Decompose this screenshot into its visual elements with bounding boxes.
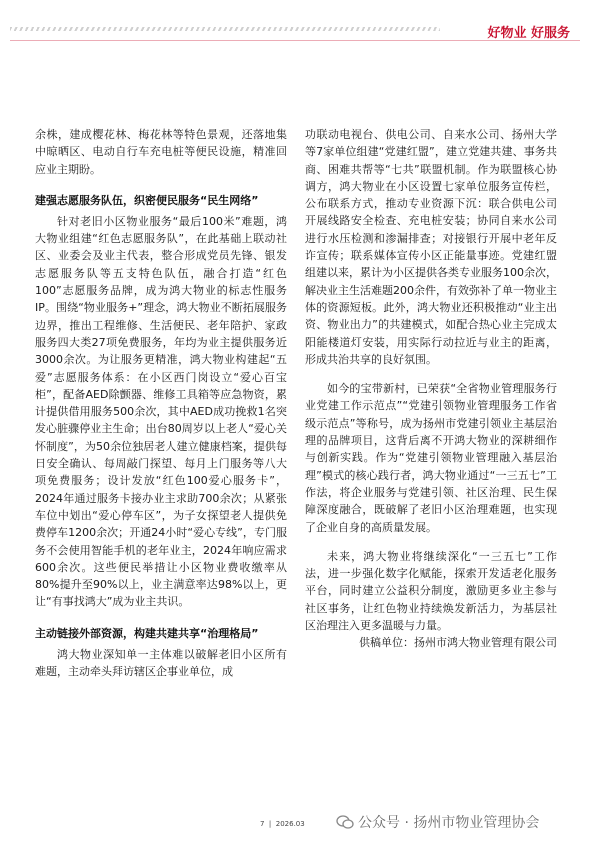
watermark-text: 公众号 · 扬州市物业管理协会 xyxy=(358,815,540,831)
footer-separator: | xyxy=(266,820,274,828)
header-brand: 好物业 好服务 xyxy=(487,26,570,41)
section-heading: 主动链接外部资源，构建共建共享“治理格局” xyxy=(35,626,259,640)
watermark xyxy=(336,812,539,832)
header-decoration xyxy=(10,27,440,31)
paragraph: 鸿大物业深知单一主体难以破解老旧小区所有难题，主动牵头拜访辖区企事业单位，成 xyxy=(35,647,287,679)
paragraph: 功联动电视台、供电公司、自来水公司、扬州大学等7家单位组建“党建红盟”，建立党建共建、事务共商、困难共帮等“七共”联盟机制。作为联盟核心协调方，鸿大物业在小区设置七家单位服务宣传栏，公布联系方式，推动专业资源下沉：联合供电公司开展线路安全检查、充电桩安装；协同自来水公司进行水压检测和渗漏排查；对接银行开展中老年反诈宣传；联系媒体宣传小区正能量事迹。党建红盟组建以来，累计为小区提供各类专业服务100余次，解决业主生活难题200余件，有效弥补了单一物业主体的资源短板。此外，鸿大物业还积极推动“业主出资、物业出力”的共建模式，如配合热心业主完成太阳能楼道灯安装，用实际行动拉近与业主的距离，形成共治共享的良好氛围。 xyxy=(305,128,557,366)
left-column xyxy=(35,126,287,680)
contributor-credit: 供稿单位：扬州市鸿大物业管理有限公司 xyxy=(359,636,557,650)
page-number: 7 | 2026.03 xyxy=(260,820,305,828)
paragraph: 未来，鸿大物业将继续深化“一三五七”工作法，进一步强化数字化赋能，探索开发适老化服务平台，同时建立公益积分制度，激励更多业主参与社区事务，让红色物业持续焕发新活力，为基层社区治理注入更多温暖与力量。 xyxy=(305,549,557,633)
issue-date: 2026.03 xyxy=(275,820,305,828)
section-heading: 建强志愿服务队伍，织密便民服务“民生网络” xyxy=(35,193,259,207)
paragraph: 针对老旧小区物业服务“最后100米”难题，鸿大物业组建“红色志愿服务队”，在此基础上联动社区、业委会及业主代表，整合形成党员先锋、银发志愿服务队等五支特色队伍，融合打造“红色100”志愿服务品牌，成为鸿大物业的标志性服务IP。围绕“物业服务+”理念，鸿大物业不断拓展服务边界，推出工程维修、生活便民、老年陪护、家政服务四大类27项免费服务，年均为业主提供服务近3000余次。为让服务更精准，鸿大物业构建起“五爱”志愿服务体系：在小区西门岗设立“爱心百宝柜”，配备AED除颤器、维修工具箱等应急物资，累计提供借用服务500余次，其中AED成功挽救1名突发心脏骤停业主生命；出台80周岁以上老人“爱心关怀制度”，为50余位独居老人建立健康档案，提供每日安全确认、每周敲门探望、每月上门服务等八大项免费服务；设计发放“红色100爱心服务卡”，2024年通过服务卡接办业主求助700余次；从紧张车位中划出“爱心停车区”，为子女探望老人提供免费停车1200余次；开通24小时“爱心专线”，专门服务不会使用智能手机的老年业主，2024年响应需求600余次。这些便民举措让小区物业费收缴率从80%提升至90%以上，业主满意率达98%以上，更让“有事找鸿大”成为业主共识。 xyxy=(35,214,287,609)
page-header xyxy=(0,0,600,48)
right-column xyxy=(305,126,557,652)
paragraph: 余株，建成樱花林、梅花林等特色景观，还落地集中晾晒区、电动自行车充电桩等便民设施，精准回应业主期盼。 xyxy=(35,128,287,176)
paragraph: 如今的宝带新村，已荣获“全省物业管理服务行业党建工作示范点”“党建引领物业管理服务工作省级示范点”等称号，成为扬州市党建引领业主基层治理的品牌项目，这背后离不开鸿大物业的深耕细作与创新实践。作为“党建引领物业管理融入基层治理”模式的核心践行者，鸿大物业通过“一三五七”工作法，将企业服务与党建引领、社区治理、民生保障深度融合，既破解了老旧小区治理难题，也实现了企业自身的高质量发展。 xyxy=(305,382,557,534)
wechat-icon xyxy=(336,814,354,830)
